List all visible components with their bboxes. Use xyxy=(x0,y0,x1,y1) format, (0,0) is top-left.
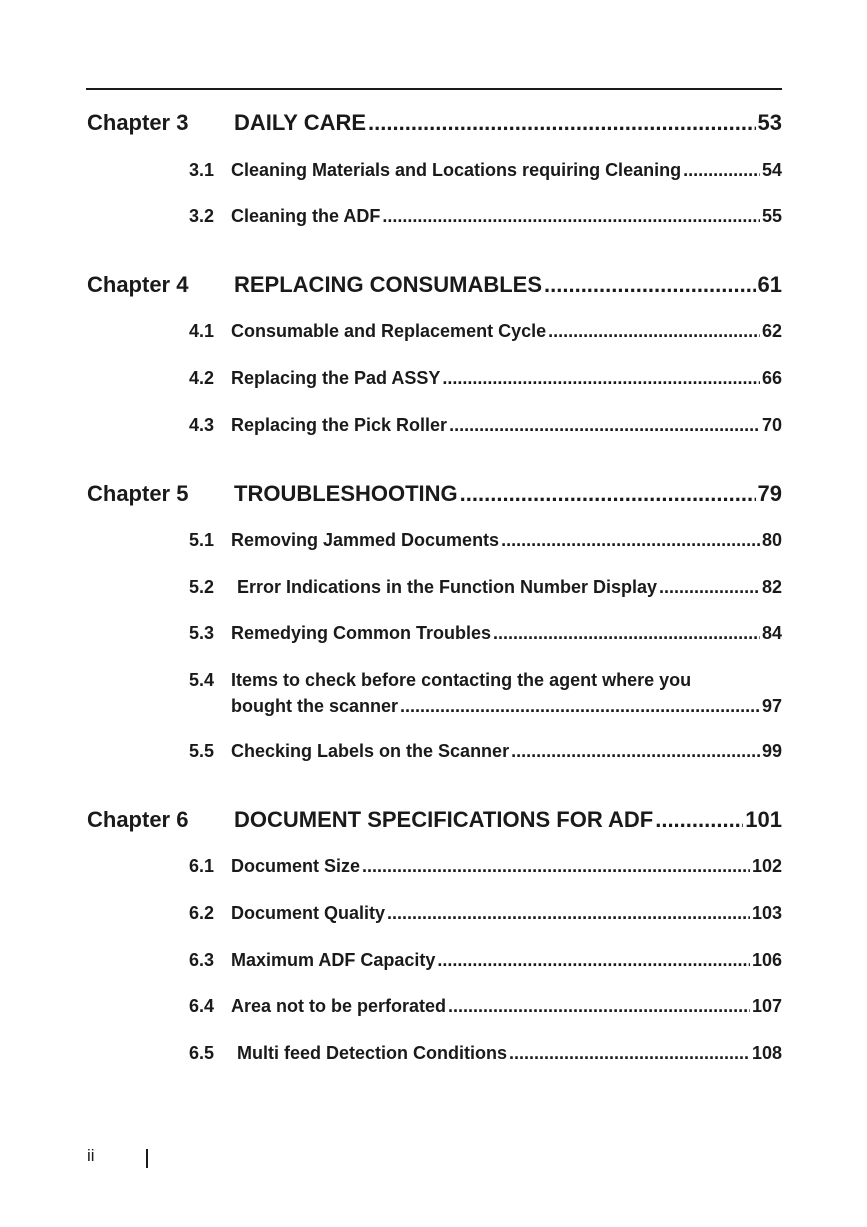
chapter-label: Chapter 4 xyxy=(87,272,189,297)
page-number: 107 xyxy=(751,996,782,1016)
chapter-label: Chapter 3 xyxy=(87,110,189,135)
section-number: 4.3 xyxy=(189,415,215,435)
section-number: 4.2 xyxy=(189,368,215,388)
toc-section-6-5[interactable] xyxy=(189,1043,782,1064)
toc-section-5-2[interactable] xyxy=(189,577,782,598)
page-number: 62 xyxy=(761,321,782,341)
section-number: 3.2 xyxy=(189,206,215,226)
dot-leader xyxy=(659,577,760,598)
section-title: Area not to be perforated xyxy=(231,996,447,1016)
section-number: 4.1 xyxy=(189,321,215,341)
section-title: Document Size xyxy=(231,856,361,876)
dot-leader xyxy=(400,696,760,717)
dot-leader xyxy=(544,272,756,298)
page-number: 61 xyxy=(757,272,782,297)
section-number: 5.2 xyxy=(189,577,215,597)
section-title: Removing Jammed Documents xyxy=(231,530,500,550)
toc-section-4-2[interactable] xyxy=(189,368,782,389)
toc-section-5-3[interactable] xyxy=(189,623,782,644)
page-number: 106 xyxy=(751,950,782,970)
page-number: 54 xyxy=(761,160,782,180)
section-title: Cleaning Materials and Locations requiring Cleaning xyxy=(231,160,682,180)
dot-leader xyxy=(683,160,760,181)
chapter-title: DAILY CARE xyxy=(234,110,367,135)
section-title: Remedying Common Troubles xyxy=(231,623,492,643)
page-number: 108 xyxy=(751,1043,782,1063)
section-title: Replacing the Pick Roller xyxy=(231,415,448,435)
dot-leader xyxy=(448,996,750,1017)
dot-leader xyxy=(509,1043,750,1064)
section-number: 6.5 xyxy=(189,1043,215,1063)
page-number: 101 xyxy=(745,807,782,832)
page-number: 102 xyxy=(751,856,782,876)
section-number: 6.1 xyxy=(189,856,215,876)
toc-section-5-1[interactable] xyxy=(189,530,782,551)
page-number: 66 xyxy=(761,368,782,388)
top-rule xyxy=(86,88,782,90)
chapter-title: TROUBLESHOOTING xyxy=(234,481,458,506)
section-title-line2: bought the scanner xyxy=(231,696,399,716)
section-title: Replacing the Pad ASSY xyxy=(231,368,441,388)
page-number: 97 xyxy=(761,696,782,716)
section-title: Document Quality xyxy=(231,903,386,923)
dot-leader xyxy=(437,950,750,971)
page-number: 84 xyxy=(761,623,782,643)
section-title: Consumable and Replacement Cycle xyxy=(231,321,547,341)
dot-leader xyxy=(382,206,760,227)
dot-leader xyxy=(655,807,743,833)
toc-section-4-3[interactable] xyxy=(189,415,782,436)
page-number: 53 xyxy=(757,110,782,135)
toc-section-4-1[interactable] xyxy=(189,321,782,342)
toc-chapter-4[interactable] xyxy=(87,272,782,298)
page-number: 82 xyxy=(761,577,782,597)
footer-bar xyxy=(146,1149,148,1168)
toc-section-6-3[interactable] xyxy=(189,950,782,971)
chapter-label: Chapter 5 xyxy=(87,481,189,506)
page-number: 99 xyxy=(761,741,782,761)
dot-leader xyxy=(442,368,760,389)
page-number: 70 xyxy=(761,415,782,435)
section-number: 6.3 xyxy=(189,950,215,970)
dot-leader xyxy=(387,903,750,924)
section-title: Checking Labels on the Scanner xyxy=(231,741,510,761)
page-number: 55 xyxy=(761,206,782,226)
dot-leader xyxy=(511,741,760,762)
footer-page-number: ii xyxy=(87,1146,95,1165)
toc-chapter-6[interactable] xyxy=(87,807,782,833)
dot-leader xyxy=(449,415,760,436)
toc-chapter-5[interactable] xyxy=(87,481,782,507)
chapter-label: Chapter 6 xyxy=(87,807,189,832)
section-number: 6.2 xyxy=(189,903,215,923)
section-title: Multi feed Detection Conditions xyxy=(237,1043,507,1063)
dot-leader xyxy=(501,530,760,551)
section-title: Error Indications in the Function Number Display xyxy=(237,577,658,597)
section-number: 5.3 xyxy=(189,623,215,643)
toc-section-5-4[interactable] xyxy=(189,670,782,717)
toc-section-5-5[interactable] xyxy=(189,741,782,762)
chapter-title: REPLACING CONSUMABLES xyxy=(234,272,543,297)
dot-leader xyxy=(548,321,760,342)
section-title: Maximum ADF Capacity xyxy=(231,950,436,970)
section-title: Cleaning the ADF xyxy=(231,206,381,226)
section-number: 3.1 xyxy=(189,160,215,180)
toc-section-6-4[interactable] xyxy=(189,996,782,1017)
section-number: 5.1 xyxy=(189,530,215,550)
section-title-line1: Items to check before contacting the agent where you xyxy=(231,670,692,690)
toc-section-3-1[interactable] xyxy=(189,160,782,181)
toc-chapter-3[interactable] xyxy=(87,110,782,136)
section-number: 5.5 xyxy=(189,741,215,761)
section-number: 5.4 xyxy=(189,670,215,690)
page-number: 79 xyxy=(757,481,782,506)
dot-leader xyxy=(460,481,756,507)
toc-section-6-2[interactable] xyxy=(189,903,782,924)
page-number: 80 xyxy=(761,530,782,550)
toc-section-3-2[interactable] xyxy=(189,206,782,227)
section-number: 6.4 xyxy=(189,996,215,1016)
dot-leader xyxy=(493,623,760,644)
page-number: 103 xyxy=(751,903,782,923)
dot-leader xyxy=(368,110,755,136)
toc-section-6-1[interactable] xyxy=(189,856,782,877)
dot-leader xyxy=(362,856,750,877)
chapter-title: DOCUMENT SPECIFICATIONS FOR ADF xyxy=(234,807,654,832)
